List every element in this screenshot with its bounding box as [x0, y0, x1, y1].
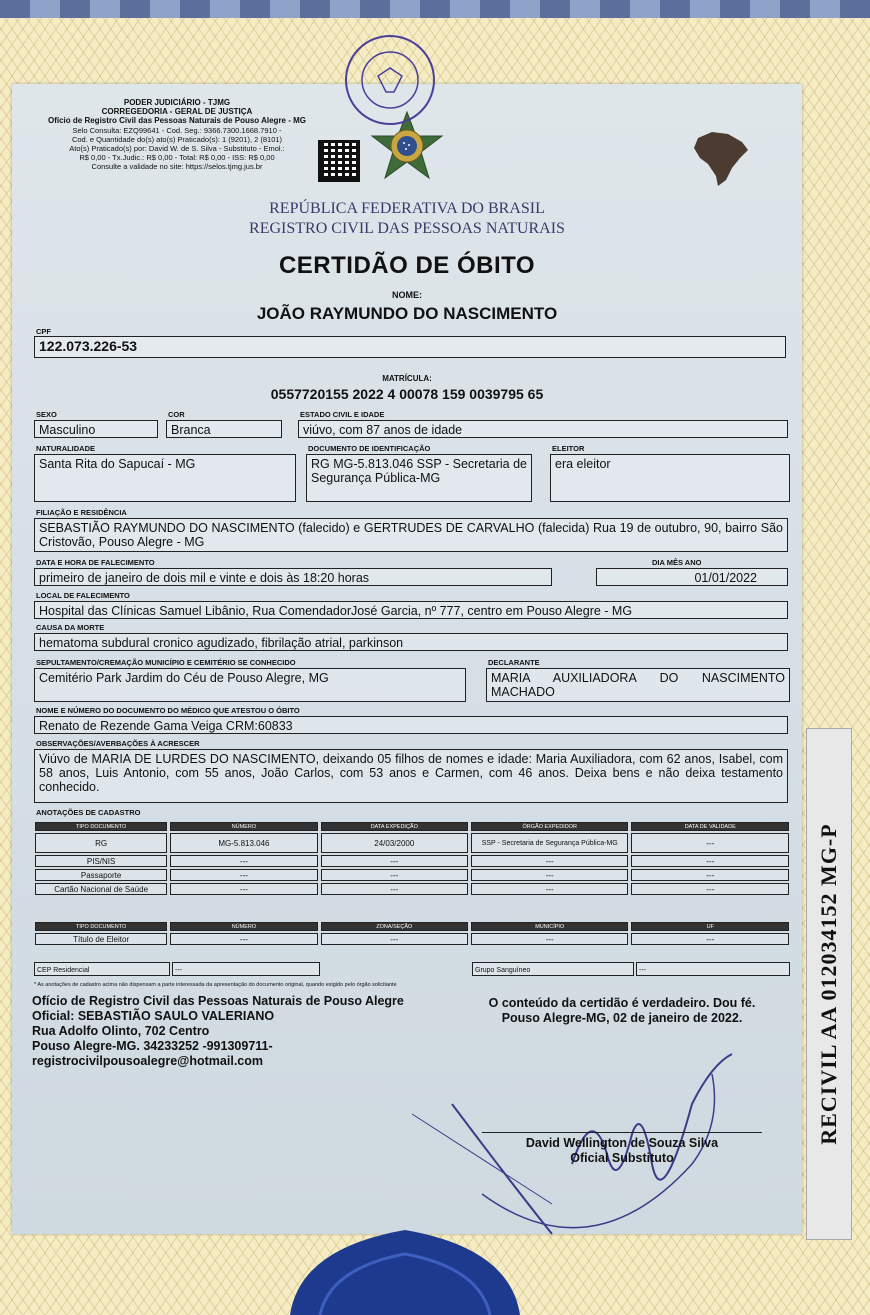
signer-name: David Wellington de Souza Silva: [525, 1136, 719, 1150]
header-line4: Selo Consulta: EZQ99641 - Cod. Seg.: 9366.7300.1668.7910 -: [72, 125, 282, 135]
table-cell: ---: [471, 933, 628, 945]
sexo-label: SEXO: [36, 410, 57, 419]
cadastro-note: * As anotações de cadastro acima não dispensam a parte interessada da apresentação do documento original, quando exigido pelo órgão solicitante: [34, 982, 397, 988]
table-row: [35, 855, 789, 867]
table-cell: MG-5.813.046: [170, 833, 317, 853]
sepultamento-value: Cemitério Park Jardim do Céu de Pouso Alegre, MG: [34, 668, 466, 702]
blue-seal-icon: [280, 1218, 530, 1315]
registro-heading: REGISTRO CIVIL DAS PESSOAS NATURAIS: [249, 220, 565, 237]
certificate-paper: [12, 84, 802, 1234]
naturalidade-value: Santa Rita do Sapucaí - MG: [34, 454, 296, 502]
declarante-label: DECLARANTE: [488, 658, 540, 667]
oficial-name: Oficial: SEBASTIÃO SAULO VALERIANO: [32, 1009, 275, 1023]
header-line6: Ato(s) Praticado(s) por: David W. de S. Silva - Substituto - Emol.:: [69, 144, 285, 154]
header-line5: Cod. e Quantidade do(s) ato(s) Praticado(s): 1 (9201), 2 (8101): [71, 134, 283, 144]
table-cell: ---: [471, 855, 628, 867]
table-cell: 24/03/2000: [321, 833, 468, 853]
estado-civil-label: ESTADO CIVIL E IDADE: [300, 410, 385, 419]
office-phone: Pouso Alegre-MG. 34233252 -991309711-: [32, 1039, 273, 1053]
registry-office-block: [32, 994, 412, 1069]
republica-heading: REPÚBLICA FEDERATIVA DO BRASIL: [269, 200, 545, 217]
table-cell: Título de Eleitor: [35, 933, 167, 945]
table-cell: ---: [170, 869, 317, 881]
cad-header-cell: MUNICÍPIO: [471, 922, 628, 931]
table-row: [35, 833, 789, 853]
grupo-sanguineo-label: Grupo Sanguíneo: [472, 962, 634, 976]
table-cell: ---: [321, 883, 468, 895]
cad-header-cell: DATA DE VALIDADE: [631, 822, 789, 831]
cadastro-header-row: [35, 822, 789, 831]
cor-value: Branca: [166, 420, 282, 438]
filiacao-value: SEBASTIÃO RAYMUNDO DO NASCIMENTO (falecido) e GERTRUDES DE CARVALHO (falecida) Rua 19 de outubro, 90, bairro São Cristovão, Pouso Alegre - MG: [34, 518, 788, 552]
registry-stamp-icon: [342, 32, 438, 128]
filiacao-label: FILIAÇÃO E RESIDÊNCIA: [36, 508, 127, 517]
cep-label: CEP Residencial: [34, 962, 170, 976]
table-row: [35, 869, 789, 881]
dia-mes-ano-value: 01/01/2022: [596, 568, 788, 586]
matricula-label: MATRÍCULA:: [382, 374, 432, 383]
cor-label: COR: [168, 410, 185, 419]
data-falecimento-value: primeiro de janeiro de dois mil e vinte e dois às 18:20 horas: [34, 568, 552, 586]
table-cell: ---: [471, 869, 628, 881]
table-cell: PIS/NIS: [35, 855, 167, 867]
security-strip: [806, 728, 852, 1240]
office-email: registrocivilpousoalegre@hotmail.com: [32, 1054, 263, 1068]
header-line1: PODER JUDICIÁRIO - TJMG: [123, 98, 231, 107]
cadastro-table: [32, 820, 792, 897]
table-cell: ---: [631, 833, 789, 853]
cad-header-cell: TIPO DOCUMENTO: [35, 922, 167, 931]
header-line7: R$ 0,00 - Tx.Judic.: R$ 0,00 - Total: R$ 0,00 - ISS: R$ 0,00: [79, 153, 275, 163]
brazil-map-icon: [688, 124, 754, 190]
page-title: CERTIDÃO DE ÓBITO: [278, 252, 536, 279]
table-cell: ---: [321, 933, 468, 945]
table-cell: ---: [170, 933, 317, 945]
grupo-sanguineo-value: ---: [636, 962, 790, 976]
eleitor-label: ELEITOR: [552, 444, 585, 453]
cpf-value: 122.073.226-53: [34, 336, 786, 358]
documento-value: RG MG-5.813.046 SSP - Secretaria de Segurança Pública-MG: [306, 454, 532, 502]
cad-header-cell: TIPO DOCUMENTO: [35, 822, 167, 831]
table-cell: ---: [170, 883, 317, 895]
causa-value: hematoma subdural cronico agudizado, fibrilação atrial, parkinson: [34, 633, 788, 651]
table-cell: ---: [631, 883, 789, 895]
estado-civil-value: viúvo, com 87 anos de idade: [298, 420, 788, 438]
header-line3: Ofício de Registro Civil das Pessoas Naturais de Pouso Alegre - MG: [48, 116, 306, 126]
qr-code-icon: [318, 140, 360, 182]
eleitor-header-row: [35, 922, 789, 931]
signer-role: Oficial Substituto: [570, 1151, 674, 1165]
dia-mes-ano-label: DIA MÊS ANO: [652, 558, 702, 567]
table-cell: Passaporte: [35, 869, 167, 881]
medico-value: Renato de Rezende Gama Veiga CRM:60833: [34, 716, 788, 734]
cadastro-label: ANOTAÇÕES DE CADASTRO: [36, 808, 141, 817]
attestation-block: [452, 996, 792, 1026]
cad-header-cell: NÚMERO: [170, 822, 317, 831]
cep-value: ---: [172, 962, 320, 976]
signer-block: [452, 1136, 792, 1166]
declarante-value: MARIA AUXILIADORA DO NASCIMENTO MACHADO: [486, 668, 790, 702]
attestation-date: Pouso Alegre-MG, 02 de janeiro de 2022.: [501, 1011, 743, 1025]
naturalidade-label: NATURALIDADE: [36, 444, 96, 453]
table-cell: ---: [631, 869, 789, 881]
attestation-line: O conteúdo da certidão é verdadeiro. Dou fé.: [488, 996, 756, 1010]
sepultamento-label: SEPULTAMENTO/CREMAÇÃO MUNICÍPIO E CEMITÉRIO SE CONHECIDO: [36, 658, 296, 667]
judiciary-header: [42, 98, 312, 172]
cad-header-cell: UF: [631, 922, 789, 931]
local-value: Hospital das Clínicas Samuel Libânio, Rua ComendadorJosé Garcia, nº 777, centro em Pouso Alegre - MG: [34, 601, 788, 619]
cad-header-cell: ÓRGÃO EXPEDIDOR: [471, 822, 628, 831]
eleitor-value: era eleitor: [550, 454, 790, 502]
data-falecimento-label: DATA E HORA DE FALECIMENTO: [36, 558, 155, 567]
causa-label: CAUSA DA MORTE: [36, 623, 105, 632]
table-cell: ---: [170, 855, 317, 867]
local-label: LOCAL DE FALECIMENTO: [36, 591, 130, 600]
security-strip-text: RECIVIL AA 012034152 MG-P: [816, 823, 841, 1145]
cad-header-cell: ZONA/SEÇÃO: [321, 922, 468, 931]
header-line8: Consulte a validade no site: https://selos.tjmg.jus.br: [91, 162, 263, 172]
table-cell: ---: [631, 933, 789, 945]
documento-label: DOCUMENTO DE IDENTIFICAÇÃO: [308, 444, 431, 453]
table-cell: SSP - Secretaria de Segurança Pública-MG: [471, 833, 628, 853]
nome-label: NOME:: [392, 290, 422, 300]
eleitor-table: [32, 920, 792, 947]
table-cell: Cartão Nacional de Saúde: [35, 883, 167, 895]
cad-header-cell: NÚMERO: [170, 922, 317, 931]
sexo-value: Masculino: [34, 420, 158, 438]
observacoes-value: Viúvo de MARIA DE LURDES DO NASCIMENTO, deixando 05 filhos de nomes e idade: Maria Auxiliadora, com 62 anos, Isabel, com 58 anos, Luis Antonio, com 55 anos, João Carlos, com 53 anos e Carmen, com 46 anos. Deixa bens e não deixa testamento conhecido.: [34, 749, 788, 803]
header-line2: CORREGEDORIA - GERAL DE JUSTIÇA: [101, 107, 253, 117]
table-cell: ---: [471, 883, 628, 895]
matricula-value: 0557720155 2022 4 00078 159 0039795 65: [270, 386, 544, 402]
table-row: [35, 883, 789, 895]
table-row: [35, 933, 789, 945]
cpf-label: CPF: [36, 327, 51, 336]
table-cell: ---: [321, 855, 468, 867]
medico-label: NOME E NÚMERO DO DOCUMENTO DO MÉDICO QUE ATESTOU O ÓBITO: [36, 706, 300, 715]
deceased-name: JOÃO RAYMUNDO DO NASCIMENTO: [256, 304, 558, 323]
table-cell: ---: [631, 855, 789, 867]
observacoes-label: OBSERVAÇÕES/AVERBAÇÕES À ACRESCER: [36, 739, 200, 748]
cad-header-cell: DATA EXPEDIÇÃO: [321, 822, 468, 831]
table-cell: ---: [321, 869, 468, 881]
office-address: Rua Adolfo Olinto, 702 Centro: [32, 1024, 210, 1038]
table-cell: RG: [35, 833, 167, 853]
oficio-name: Ofício de Registro Civil das Pessoas Naturais de Pouso Alegre: [32, 994, 404, 1008]
